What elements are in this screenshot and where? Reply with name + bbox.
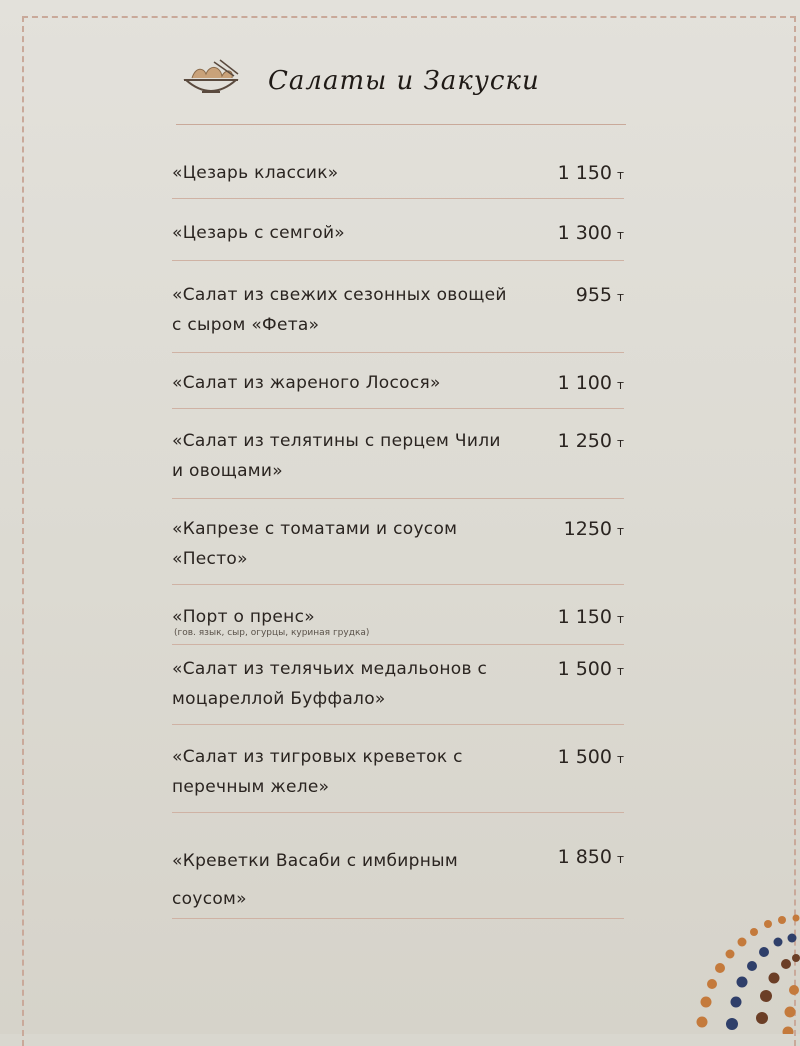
item-name: «Салат из жареного Лосося» — [172, 373, 441, 393]
item-price: 1 850 — [557, 846, 612, 868]
header-divider — [176, 124, 626, 125]
item-divider — [172, 352, 624, 353]
item-price-box — [558, 426, 624, 458]
item-price-box — [558, 742, 624, 774]
item-price: 955 — [575, 284, 612, 306]
item-name: «Салат из телятины с перцем Чили и овощами» — [172, 431, 501, 481]
menu-item — [172, 654, 624, 726]
item-divider — [172, 644, 624, 645]
item-currency: т — [617, 612, 624, 626]
salad-bowl-icon — [180, 58, 242, 98]
item-price-box — [558, 654, 624, 686]
item-currency: т — [617, 228, 624, 242]
item-currency: т — [617, 290, 624, 304]
item-divider — [172, 198, 624, 199]
menu-item — [172, 218, 624, 258]
item-price-box — [558, 158, 624, 190]
item-note: (гов. язык, сыр, огурцы, куриная грудка) — [174, 628, 370, 638]
item-divider — [172, 584, 624, 585]
item-price: 1 500 — [557, 746, 612, 768]
item-price: 1250 — [563, 518, 612, 540]
item-price-box — [558, 842, 624, 874]
item-divider — [172, 408, 624, 409]
item-name: «Капрезе с томатами и соусом «Песто» — [172, 519, 458, 569]
item-price: 1 100 — [557, 372, 612, 394]
item-price-box — [576, 280, 624, 312]
menu-item — [172, 280, 624, 352]
item-divider — [172, 724, 624, 725]
item-currency: т — [617, 524, 624, 538]
item-price: 1 300 — [557, 222, 612, 244]
item-currency: т — [617, 852, 624, 866]
item-price-box — [558, 368, 624, 400]
item-price-box — [558, 602, 624, 634]
item-divider — [172, 918, 624, 919]
item-currency: т — [617, 752, 624, 766]
item-name: «Цезарь с семгой» — [172, 223, 345, 243]
menu-item — [172, 158, 624, 198]
menu-item — [172, 368, 624, 408]
item-currency: т — [617, 168, 624, 182]
item-name: «Салат из телячьих медальонов с моцареллой Буффало» — [172, 659, 488, 709]
section-title: Салаты и Закуски — [268, 66, 540, 96]
item-currency: т — [617, 436, 624, 450]
menu-item — [172, 742, 624, 814]
menu-item — [172, 602, 624, 644]
item-price: 1 250 — [557, 430, 612, 452]
item-name: «Креветки Васаби с имбирным соусом» — [172, 851, 459, 909]
item-name: «Салат из тигровых креветок с перечным желе» — [172, 747, 463, 797]
item-price-box — [558, 218, 624, 250]
menu-item — [172, 426, 624, 498]
item-divider — [172, 260, 624, 261]
menu-item — [172, 842, 624, 920]
item-price: 1 150 — [557, 606, 612, 628]
item-price: 1 150 — [557, 162, 612, 184]
menu-item — [172, 514, 624, 586]
item-price: 1 500 — [557, 658, 612, 680]
item-divider — [172, 498, 624, 499]
item-name: «Цезарь классик» — [172, 163, 339, 183]
item-name: «Салат из свежих сезонных овощей с сыром «Фета» — [172, 285, 507, 335]
decorative-dots-ornament — [650, 910, 800, 1034]
section-header — [176, 52, 636, 124]
item-name: «Порт о пренс» — [172, 607, 315, 627]
item-divider — [172, 812, 624, 813]
item-price-box — [564, 514, 624, 546]
item-currency: т — [617, 664, 624, 678]
item-currency: т — [617, 378, 624, 392]
